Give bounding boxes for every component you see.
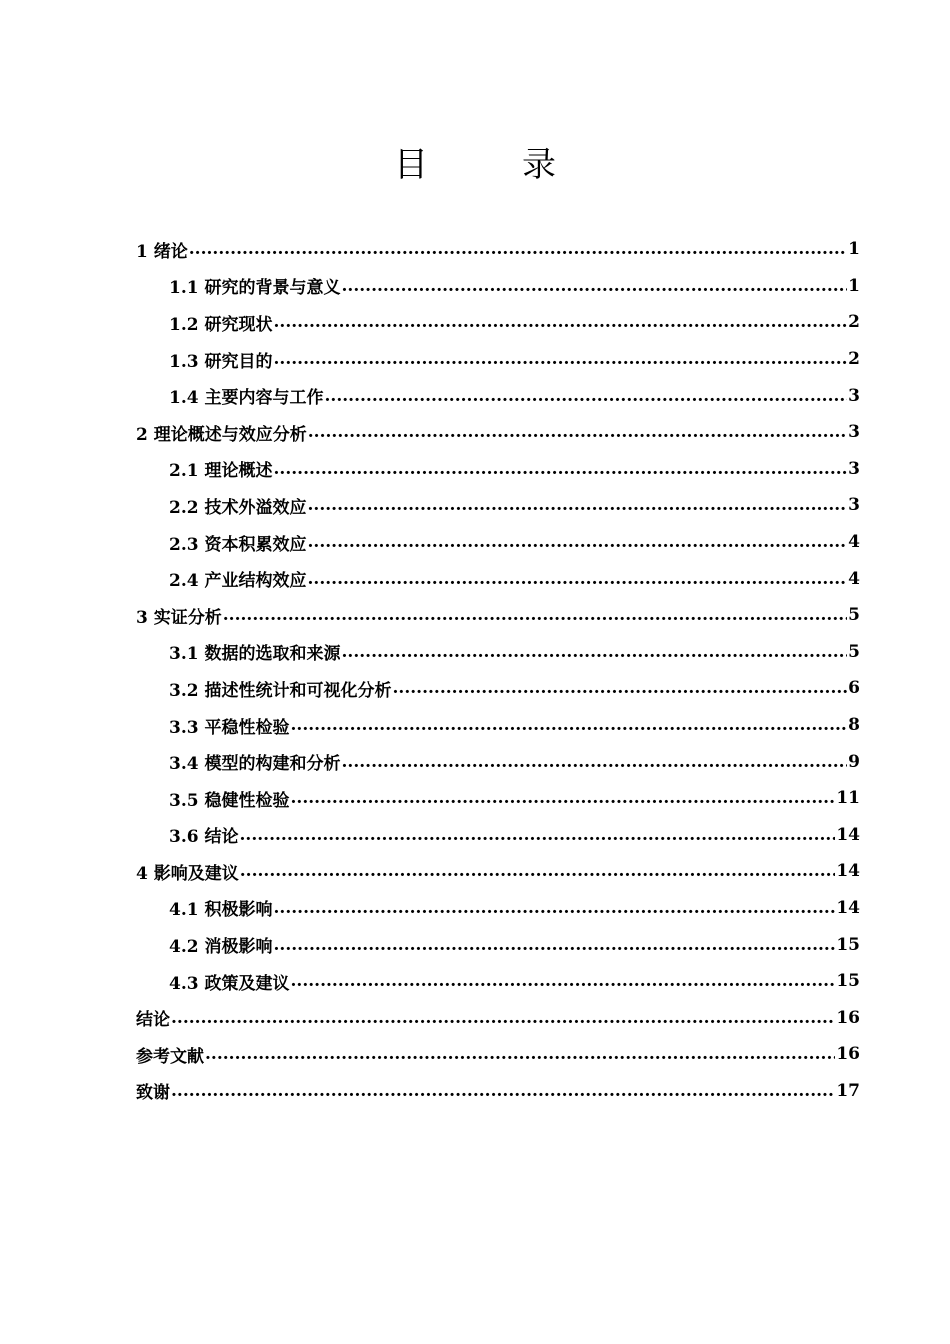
toc-entry[interactable] [136, 451, 860, 488]
toc-entry-title: 结论 [136, 1010, 170, 1031]
toc-entry-title: 2.4 产业结构效应 [169, 571, 307, 592]
toc-entry-page-number: 4 [848, 568, 860, 589]
toc-dot-leader [325, 386, 848, 406]
toc-entry-title: 3.4 模型的构建和分析 [169, 754, 341, 775]
toc-entry-page-number: 16 [836, 1007, 860, 1028]
toc-dot-leader [274, 459, 848, 479]
toc-entry[interactable] [136, 1036, 860, 1073]
toc-entry[interactable] [136, 743, 860, 780]
toc-dot-leader [240, 861, 836, 881]
toc-entry[interactable] [136, 341, 860, 378]
toc-entry-page-number: 9 [848, 751, 860, 772]
toc-dot-leader [308, 422, 847, 442]
toc-entry[interactable] [136, 926, 860, 963]
toc-dot-leader [342, 752, 848, 772]
toc-entry-page-number: 3 [848, 495, 860, 516]
toc-entry-title: 2.2 技术外溢效应 [169, 497, 307, 518]
toc-entry[interactable] [136, 560, 860, 597]
toc-entry[interactable] [136, 597, 860, 634]
toc-entry[interactable] [136, 999, 860, 1036]
toc-entry-page-number: 5 [848, 605, 860, 626]
toc-entry-title: 4.3 政策及建议 [169, 973, 290, 994]
toc-entry[interactable] [136, 780, 860, 817]
toc-dot-leader [291, 788, 836, 808]
toc-entry[interactable] [136, 304, 860, 341]
toc-entry[interactable] [136, 963, 860, 1000]
toc-entry-title: 4.2 消极影响 [169, 937, 273, 958]
toc-entry-title: 1.3 研究目的 [169, 351, 273, 372]
toc-entry-title: 1.4 主要内容与工作 [169, 388, 324, 409]
toc-entry-page-number: 6 [848, 678, 860, 699]
toc-entry-page-number: 4 [848, 532, 860, 553]
toc-entry-title: 3.5 稳健性检验 [169, 790, 290, 811]
toc-entry-page-number: 15 [836, 934, 860, 955]
toc-entry-title: 3.1 数据的选取和来源 [169, 644, 341, 665]
toc-entry-page-number: 11 [836, 788, 860, 809]
toc-entry[interactable] [136, 853, 860, 890]
toc-dot-leader [308, 569, 848, 589]
toc-dot-leader [291, 715, 848, 735]
toc-entry-title: 1.2 研究现状 [169, 314, 273, 335]
toc-entry-page-number: 17 [836, 1080, 860, 1101]
toc-entry[interactable] [136, 670, 860, 707]
toc-entry[interactable] [136, 377, 860, 414]
toc-title: 目 录 [394, 145, 586, 185]
toc-dot-leader [274, 349, 848, 369]
toc-entry[interactable] [136, 268, 860, 305]
toc-dot-leader [189, 239, 847, 259]
toc-entry-title: 2.1 理论概述 [169, 461, 273, 482]
toc-entry-title: 2.3 资本积累效应 [169, 534, 307, 555]
toc-dot-leader [223, 605, 847, 625]
toc-entry-title: 4.1 积极影响 [169, 900, 273, 921]
toc-entry-page-number: 2 [848, 312, 860, 333]
toc-entry-title: 1 绪论 [136, 241, 188, 262]
toc-dot-leader [171, 1081, 835, 1101]
toc-entry-title: 参考文献 [136, 1046, 204, 1067]
toc-entry-title: 4 影响及建议 [136, 863, 239, 884]
toc-dot-leader [342, 276, 848, 296]
toc-entry-page-number: 14 [836, 897, 860, 918]
toc-entry-title: 2 理论概述与效应分析 [136, 424, 307, 445]
toc-dot-leader [291, 971, 836, 991]
toc-dot-leader [308, 532, 848, 552]
toc-entry-page-number: 14 [836, 824, 860, 845]
toc-entry[interactable] [136, 414, 860, 451]
toc-entry-title: 1.1 研究的背景与意义 [169, 278, 341, 299]
toc-entry-page-number: 1 [848, 239, 860, 260]
toc-dot-leader [274, 898, 836, 918]
toc-entry[interactable] [136, 231, 860, 268]
toc-entry-page-number: 5 [848, 641, 860, 662]
toc-entry-page-number: 3 [848, 458, 860, 479]
toc-entry-title: 3.3 平稳性检验 [169, 717, 290, 738]
toc-entry[interactable] [136, 634, 860, 671]
toc-entry-page-number: 8 [848, 715, 860, 736]
toc-entry[interactable] [136, 707, 860, 744]
toc-entry-page-number: 3 [848, 385, 860, 406]
toc-entry-title: 致谢 [136, 1083, 170, 1104]
toc-entry-page-number: 15 [836, 971, 860, 992]
toc-entry[interactable] [136, 817, 860, 854]
toc-entry[interactable] [136, 890, 860, 927]
toc-entry-page-number: 2 [848, 349, 860, 370]
toc-entry-title: 3.2 描述性统计和可视化分析 [169, 680, 392, 701]
toc-dot-leader [171, 1008, 835, 1028]
toc-dot-leader [240, 825, 836, 845]
toc-dot-leader [205, 1044, 835, 1064]
toc-dot-leader [342, 642, 848, 662]
toc-entry-page-number: 1 [848, 275, 860, 296]
toc-dot-leader [274, 935, 836, 955]
toc-entry-page-number: 14 [836, 861, 860, 882]
toc-dot-leader [393, 678, 848, 698]
toc-entry[interactable] [136, 524, 860, 561]
toc-entry-title: 3.6 结论 [169, 827, 239, 848]
toc-dot-leader [308, 495, 848, 515]
toc-entry-page-number: 16 [836, 1044, 860, 1065]
toc-entry-title: 3 实证分析 [136, 607, 222, 628]
toc-entry-page-number: 3 [848, 422, 860, 443]
table-of-contents [136, 231, 860, 1109]
toc-dot-leader [274, 312, 848, 332]
toc-entry[interactable] [136, 1073, 860, 1110]
toc-entry[interactable] [136, 487, 860, 524]
